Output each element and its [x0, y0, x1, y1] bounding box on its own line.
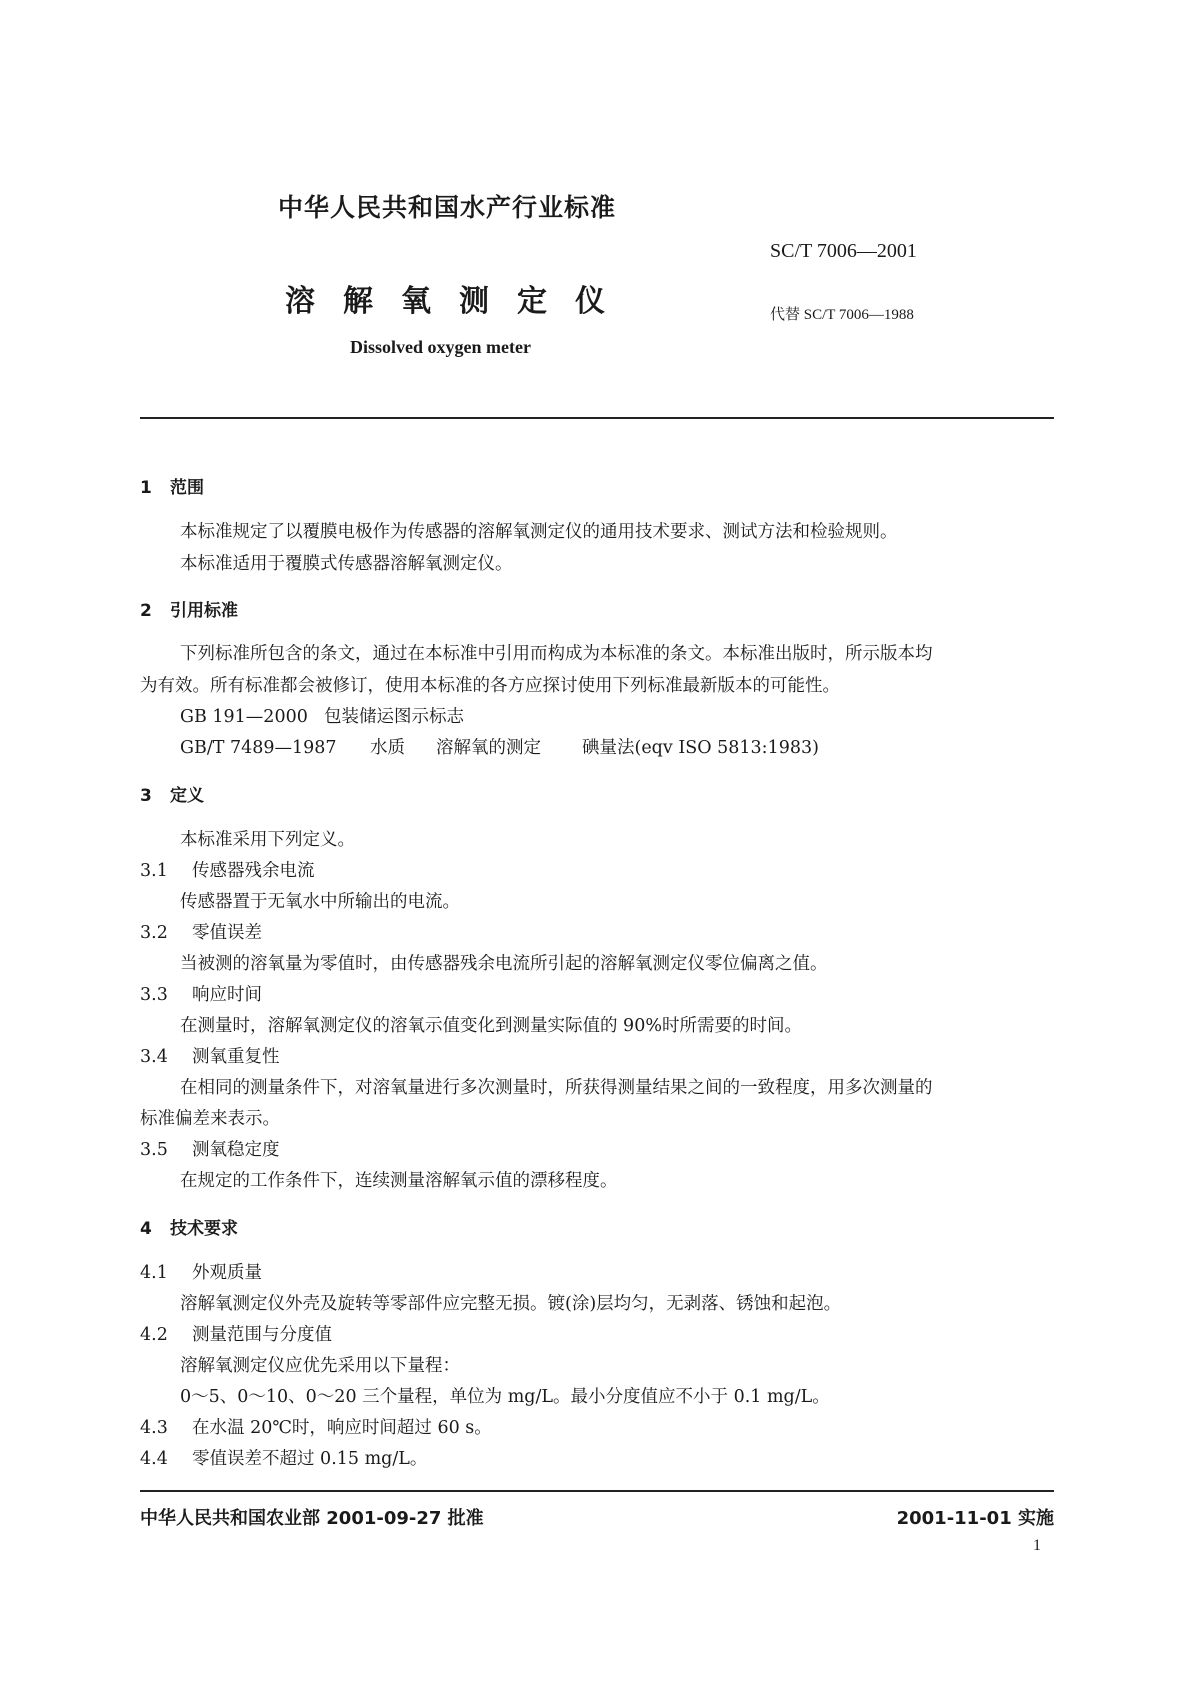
definition-heading: 3.5 测氧稳定度 [140, 1140, 280, 1160]
normative-reference: GB/T 7489—1987 水质 溶解氧的测定 碘量法(eqv ISO 5813:1983) [180, 738, 819, 758]
paragraph: 溶解氧测定仪外壳及旋转等零部件应完整无损。镀(涂)层均匀，无剥落、锈蚀和起泡。 [180, 1294, 842, 1314]
definition-heading: 3.2 零值误差 [140, 923, 262, 943]
section-heading-3: 3 定义 [140, 786, 204, 806]
requirement-item: 4.4 零值误差不超过 0.15 mg/L。 [140, 1449, 428, 1469]
approval-statement: 中华人民共和国农业部 2001-09-27 批准 [140, 1508, 484, 1529]
paragraph: 在测量时，溶解氧测定仪的溶氧示值变化到测量实际值的 90%时所需要的时间。 [180, 1016, 802, 1036]
standard-code: SC/T 7006—2001 [770, 240, 917, 262]
paragraph-continuation: 为有效。所有标准都会被修订，使用本标准的各方应探讨使用下列标准最新版本的可能性。 [140, 676, 840, 696]
section-heading-4: 4 技术要求 [140, 1219, 238, 1239]
replaces-standard: 代替 SC/T 7006—1988 [770, 307, 914, 323]
paragraph: 在相同的测量条件下，对溶氧量进行多次测量时，所获得测量结果之间的一致程度，用多次测量的 [180, 1078, 933, 1098]
paragraph: 0～5、0～10、0～20 三个量程，单位为 mg/L。最小分度值应不小于 0.1 mg/L。 [180, 1387, 830, 1407]
paragraph: 溶解氧测定仪应优先采用以下量程： [180, 1356, 460, 1376]
header-divider [140, 417, 1054, 419]
paragraph: 本标准适用于覆膜式传感器溶解氧测定仪。 [180, 554, 513, 574]
section-heading-2: 2 引用标准 [140, 601, 238, 621]
paragraph: 下列标准所包含的条文，通过在本标准中引用而构成为本标准的条文。本标准出版时，所示版本均 [180, 644, 933, 664]
paragraph: 本标准采用下列定义。 [180, 830, 355, 850]
standard-category-title: 中华人民共和国水产行业标准 [278, 193, 617, 222]
paragraph-continuation: 标准偏差来表示。 [140, 1109, 280, 1129]
paragraph: 本标准规定了以覆膜电极作为传感器的溶解氧测定仪的通用技术要求、测试方法和检验规则。 [180, 522, 898, 542]
paragraph: 在规定的工作条件下，连续测量溶解氧示值的漂移程度。 [180, 1171, 618, 1191]
implementation-date: 2001-11-01 实施 [896, 1508, 1054, 1529]
paragraph: 传感器置于无氧水中所输出的电流。 [180, 892, 460, 912]
definition-heading: 3.4 测氧重复性 [140, 1047, 280, 1067]
requirement-item: 4.3 在水温 20℃时，响应时间超过 60 s。 [140, 1418, 492, 1438]
paragraph: 当被测的溶氧量为零值时，由传感器残余电流所引起的溶解氧测定仪零位偏离之值。 [180, 954, 828, 974]
requirement-heading: 4.2 测量范围与分度值 [140, 1325, 332, 1345]
footer-divider [140, 1490, 1054, 1492]
normative-reference: GB 191—2000 包装储运图示标志 [180, 707, 464, 727]
section-heading-1: 1 范围 [140, 478, 204, 498]
definition-heading: 3.1 传感器残余电流 [140, 861, 315, 881]
document-title: 溶解氧测定仪 [285, 284, 633, 319]
english-title: Dissolved oxygen meter [350, 337, 531, 357]
page-number: 1 [1033, 1537, 1041, 1554]
requirement-heading: 4.1 外观质量 [140, 1263, 262, 1283]
definition-heading: 3.3 响应时间 [140, 985, 262, 1005]
